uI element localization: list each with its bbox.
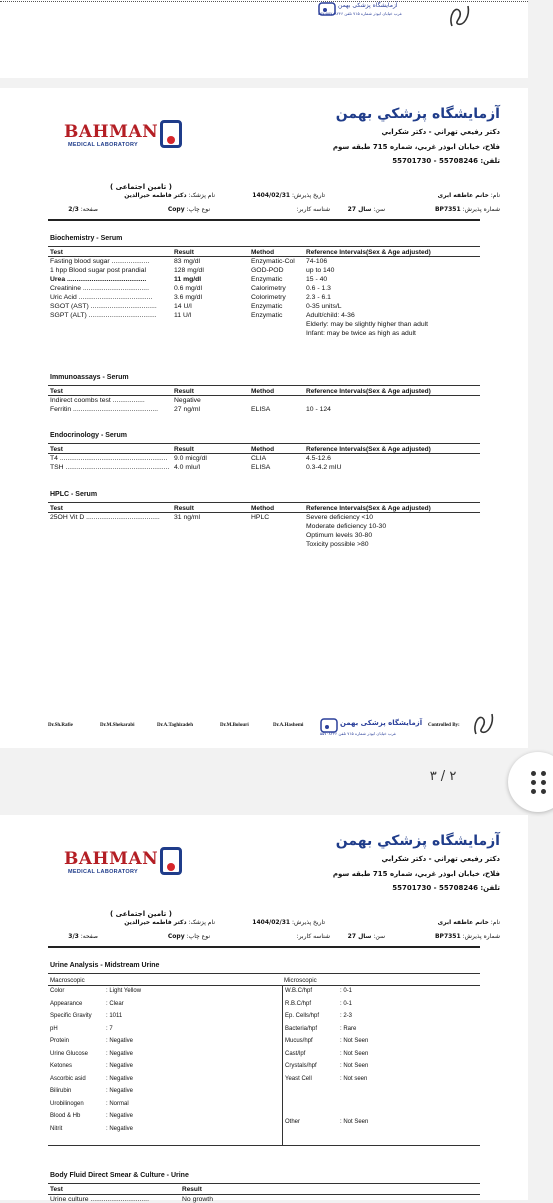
header-divider [48,219,480,221]
signature-icon [470,708,496,738]
result-method: Enzymatic [251,276,283,283]
column-header: Test [50,388,63,395]
lab-logo-icon [160,847,182,875]
urine-parameter: Specific Gravity [50,1013,92,1019]
divider [48,1194,480,1195]
footer-doctor-name: Dr.A.Hashemi [273,723,304,728]
reference-interval: 0-35 units/L [306,303,342,310]
lab-title: آزمایشگاه پزشکي بهمن [335,833,500,849]
urine-parameter: Nitrit [50,1125,63,1132]
urine-value: : Normal [106,1100,129,1107]
result-test-name: 25OH Vit D ....................................... [50,514,160,521]
result-method: CLIA [251,455,267,462]
culture-result: No growth [182,1196,213,1203]
reference-interval: Moderate deficiency 10-30 [306,523,387,530]
lab-doctors: دکتر رفیعي تهراني - دکتر شکرابي [381,128,500,136]
divider [48,973,480,974]
stamp-text: آزمایشگاه پزشکی بهمن [338,2,398,9]
urine-value: : 0-1 [340,988,353,994]
footer-stamp-text: آزمایشگاه پزشکی بهمن [340,719,423,727]
urine-value: : Negative [106,1075,134,1082]
reception-date: تاریخ پذیرش: 1404/02/31 [252,919,325,926]
urine-value: : Negative [106,1125,134,1132]
result-test-name: SGPT (ALT) .................................... [50,312,157,319]
divider [48,453,480,454]
result-value: Negative [174,397,201,404]
column-header: Result [174,388,194,395]
user-id: شناسه کاربر: [296,206,330,213]
result-method: HPLC [251,514,270,521]
reference-interval: Severe deficiency <10 [306,514,374,521]
result-value: 4.0 mIu/l [174,464,201,471]
result-value: 11 mg/dl [174,276,202,283]
reception-number: شماره پذیرش: BP7351 [434,206,500,213]
lab-address: فلاح، خیابان ابوذر غربي، شماره 715 طبقه سوم [332,870,500,878]
urine-value: : 1011 [106,1013,123,1019]
urine-parameter: Bacteria/hpf [285,1025,318,1032]
user-id: شناسه کاربر: [296,933,330,940]
reception-number: شماره پذیرش: BP7351 [434,933,500,940]
column-header: Method [251,446,275,453]
page-indicator: ۳ / ۲ [429,769,457,784]
urine-value: : Negative [106,1113,134,1119]
patient-age: سن: سال 27 [347,206,385,213]
print-type: نوع چاپ: Copy [167,933,210,940]
divider [48,502,480,503]
column-header: Reference Intervals(Sex & Age adjusted) [306,446,431,453]
urine-value: : Clear [106,1000,124,1007]
urine-parameter: Protein [50,1038,70,1044]
urine-parameter: Ep. Cells/hpf [285,1013,320,1019]
urine-parameter: Blood & Hb [50,1113,81,1119]
controlled-by-label: Controlled By: [428,723,460,728]
urine-parameter: Crystals/hpf [285,1063,317,1069]
grid-menu-button[interactable] [508,752,553,812]
patient-age: سن: سال 27 [347,933,385,940]
result-test-name: Fasting blood sugar .................... [50,258,150,265]
urine-parameter: W.B.C/hpf [285,988,313,994]
result-test-name: SGOT (AST) ................................... [50,303,157,310]
print-type: نوع چاپ: Copy [167,206,210,213]
patient-name: نام: خانم عاطفه ابری [437,192,500,199]
result-test-name: Indirect coombs test ................. [50,397,145,404]
result-test-name: Creatinine ................................... [50,285,149,292]
result-test-name: Ferritin ............................................. [50,406,159,413]
reference-interval: Optimum levels 30-80 [306,532,373,539]
result-value: 128 mg/dl [174,267,204,274]
result-value: 27 ng/ml [174,406,201,413]
lab-phone: تلفن: 55708246 - 55701730 [392,884,500,892]
result-value: 0.6 mg/dl [174,285,202,292]
page-1-fragment [0,0,528,78]
urine-parameter: Bilirubin [50,1088,72,1094]
column-header: Reference Intervals(Sex & Age adjusted) [306,505,431,512]
urine-parameter: Ascorbic asid [50,1075,86,1082]
reference-interval: 2.3 - 6.1 [306,294,331,301]
section-title: Immunoassays - Serum [50,374,129,381]
column-header: Test [50,249,63,256]
urine-parameter: Ketones [50,1063,73,1069]
result-method: Enzymatic [251,303,283,310]
result-value: 14 U/l [174,303,192,310]
culture-section-title: Body Fluid Direct Smear & Culture - Urine [50,1172,189,1179]
footer-doctor-name: Dr.M.Bolouri [220,723,249,728]
urine-value: : 2-3 [340,1013,353,1019]
urine-value: : Not Seen [340,1063,369,1069]
urine-parameter: Appearance [50,1000,83,1007]
urine-value: : Rare [340,1025,357,1032]
section-title: HPLC - Serum [50,491,98,498]
reference-interval: 15 - 40 [306,276,328,283]
urine-parameter: Cast/lpf [285,1050,306,1057]
urine-value: : Negative [106,1050,134,1057]
lab-logo-name: BAHMAN [64,122,159,142]
urine-value: : Negative [106,1088,134,1094]
urine-value: : Negative [106,1038,134,1044]
urine-value: : 0-1 [340,1000,353,1007]
divider [48,443,480,444]
urine-parameter: Urine Glucose [50,1050,89,1057]
signature-icon [446,0,474,30]
doctor-name: نام پزشک: دکتر فاطمه خیرالدین [124,192,215,199]
urine-parameter: Yeast Cell [285,1075,312,1082]
footer-doctor-name: Dr.Sh.Rafie [48,723,73,728]
macroscopic-label: Macroscopic [50,977,85,984]
culture-header-test: Test [50,1186,63,1193]
urine-parameter: Color [50,988,65,994]
result-method: Enzymatic-Col [251,258,295,265]
divider [48,395,480,396]
patient-name: نام: خانم عاطفه ابری [437,919,500,926]
page-number: صفحه: 3/3 [68,933,98,940]
reference-interval: 74-106 [306,258,328,265]
column-header: Reference Intervals(Sex & Age adjusted) [306,388,431,395]
result-test-name: Uric Acid ....................................... [50,294,153,301]
urine-parameter: Urobilinogen [50,1100,84,1107]
divider [48,385,480,386]
urine-parameter: Other [285,1119,301,1126]
urine-value: : Not Seen [340,1050,369,1057]
column-header: Result [174,446,194,453]
divider [48,246,480,247]
lab-logo-name: BAHMAN [64,849,159,869]
result-method: GOD-POD [251,267,284,274]
result-value: 83 mg/dl [174,258,201,265]
section-title: Endocrinology - Serum [50,432,128,439]
column-header: Test [50,505,63,512]
stamp-address: غرب خیابان ابوذر شماره ۷۱۵ تلفن ۵۵۷۰۸۲۴۶-۵۵۷ [318,11,402,16]
result-value: 31 ng/ml [174,514,201,521]
section-title: Biochemistry - Serum [50,235,123,242]
footer-doctor-name: Dr.A.Taghizadeh [157,723,194,728]
result-value: 3.6 mg/dl [174,294,202,301]
reference-interval: 0.3-4.2 mIU [306,464,342,471]
urine-value: : Not Seen [340,1038,369,1044]
result-method: Colorimetry [251,294,286,301]
urine-section-title: Urine Analysis - Midstream Urine [50,962,160,969]
urine-parameter: pH [50,1025,58,1032]
culture-test: Urine culture ............................... [50,1196,149,1203]
urine-value: : Light Yellow [106,988,142,994]
microscopic-label: Microscopic [284,977,317,984]
reference-interval: 0.6 - 1.3 [306,285,331,292]
result-test-name: 1 hpp Blood sugar post prandial [50,267,146,274]
insurance-label: ( تامین اجتماعی ) [110,910,172,918]
footer-stamp-address: غرب خیابان ابوذر شماره ۷۱۵ تلفن ۵۵۷۰۸۲۴۶ [320,731,396,736]
divider [48,1183,480,1184]
reference-interval: Toxicity possible >80 [306,541,369,548]
reference-interval: Elderly: may be slightly higher than adult [306,321,429,328]
column-header: Method [251,505,275,512]
reference-interval: Infant: may be twice as high as adult [306,330,416,337]
report-page-2 [0,88,528,748]
insurance-label: ( تامین اجتماعی ) [110,183,172,191]
result-test-name: Urea .......................................... [50,276,147,283]
urine-value: : Not seen [340,1075,368,1082]
report-page-3 [0,815,528,1203]
result-test-name: TSH ....................................................... [50,464,170,471]
reference-interval: 4.5-12.6 [306,455,331,462]
divider [48,256,480,257]
urine-parameter: Mucus/hpf [285,1038,313,1044]
lab-phone: تلفن: 55708246 - 55701730 [392,157,500,165]
result-method: ELISA [251,406,271,413]
divider [48,985,480,986]
reference-interval: 10 - 124 [306,406,331,413]
reference-interval: Adult/child: 4-36 [306,312,355,319]
column-header: Method [251,388,275,395]
lab-address: فلاح، خیابان ابوذر غربي، شماره 715 طبقه سوم [332,143,500,151]
column-header: Result [174,249,194,256]
divider [48,1145,480,1146]
result-value: 9.0 micg/dl [174,455,207,462]
urine-value: : Not Seen [340,1119,369,1126]
doctor-name: نام پزشک: دکتر فاطمه خیرالدین [124,919,215,926]
header-divider [48,946,480,948]
column-divider [282,985,283,1145]
divider [48,512,480,513]
column-header: Result [174,505,194,512]
lab-doctors: دکتر رفیعي تهراني - دکتر شکرابي [381,855,500,863]
reception-date: تاریخ پذیرش: 1404/02/31 [252,192,325,199]
result-method: Calorimetry [251,285,286,292]
result-value: 11 U/l [174,312,192,319]
urine-value: : 7 [106,1025,113,1032]
result-method: Enzymatic [251,312,283,319]
footer-doctor-name: Dr.M.Shekarabi [100,723,135,728]
column-header: Test [50,446,63,453]
lab-logo-subtitle: MEDICAL LABORATORY [68,142,138,148]
page-number: صفحه: 2/3 [68,206,98,213]
column-header: Reference Intervals(Sex & Age adjusted) [306,249,431,256]
column-header: Method [251,249,275,256]
result-method: ELISA [251,464,271,471]
lab-title: آزمایشگاه پزشکي بهمن [335,106,500,122]
lab-logo-subtitle: MEDICAL LABORATORY [68,869,138,875]
result-test-name: T4 ......................................................... [50,455,168,462]
urine-value: : Negative [106,1063,134,1069]
culture-header-result: Result [182,1186,202,1193]
lab-logo-icon [160,120,182,148]
reference-interval: up to 140 [306,267,335,274]
urine-parameter: R.B.C/hpf [285,1000,312,1007]
